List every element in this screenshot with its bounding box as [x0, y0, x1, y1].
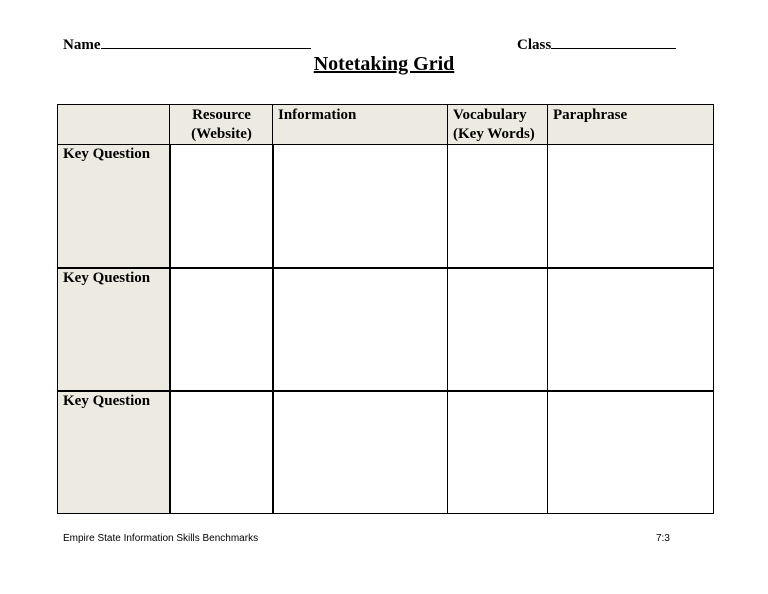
page-title: Notetaking Grid: [313, 53, 455, 75]
class-label: Class: [517, 37, 552, 53]
name-field[interactable]: [63, 34, 311, 54]
information-cell[interactable]: [273, 145, 448, 268]
paraphrase-cell[interactable]: [548, 268, 714, 391]
corner-cell: [58, 105, 170, 145]
paraphrase-cell[interactable]: [548, 391, 714, 514]
footer-page-number: 7:3: [656, 533, 670, 544]
class-blank[interactable]: [551, 34, 676, 49]
row-label-key-question: Key Question: [58, 145, 170, 268]
information-cell[interactable]: [273, 268, 448, 391]
column-header-information: Information: [273, 105, 448, 145]
row-label-key-question: Key Question: [58, 391, 170, 514]
notetaking-grid: [57, 104, 714, 514]
column-header-vocabulary: Vocabulary (Key Words): [448, 105, 548, 145]
resource-cell[interactable]: [170, 391, 273, 514]
class-field[interactable]: [517, 34, 676, 54]
name-blank[interactable]: [101, 34, 311, 49]
resource-cell[interactable]: [170, 268, 273, 391]
table-row: [58, 268, 714, 391]
table-row: [58, 145, 714, 268]
vocabulary-cell[interactable]: [448, 391, 548, 514]
table-row: [58, 391, 714, 514]
footer-source: Empire State Information Skills Benchmarks: [63, 533, 259, 544]
resource-cell[interactable]: [170, 145, 273, 268]
information-cell[interactable]: [273, 391, 448, 514]
row-label-key-question: Key Question: [58, 268, 170, 391]
header-row: [58, 105, 714, 145]
vocabulary-cell[interactable]: [448, 145, 548, 268]
name-label: Name: [63, 37, 101, 53]
column-header-paraphrase: Paraphrase: [548, 105, 714, 145]
paraphrase-cell[interactable]: [548, 145, 714, 268]
vocabulary-cell[interactable]: [448, 268, 548, 391]
column-header-resource: Resource (Website): [170, 105, 273, 145]
